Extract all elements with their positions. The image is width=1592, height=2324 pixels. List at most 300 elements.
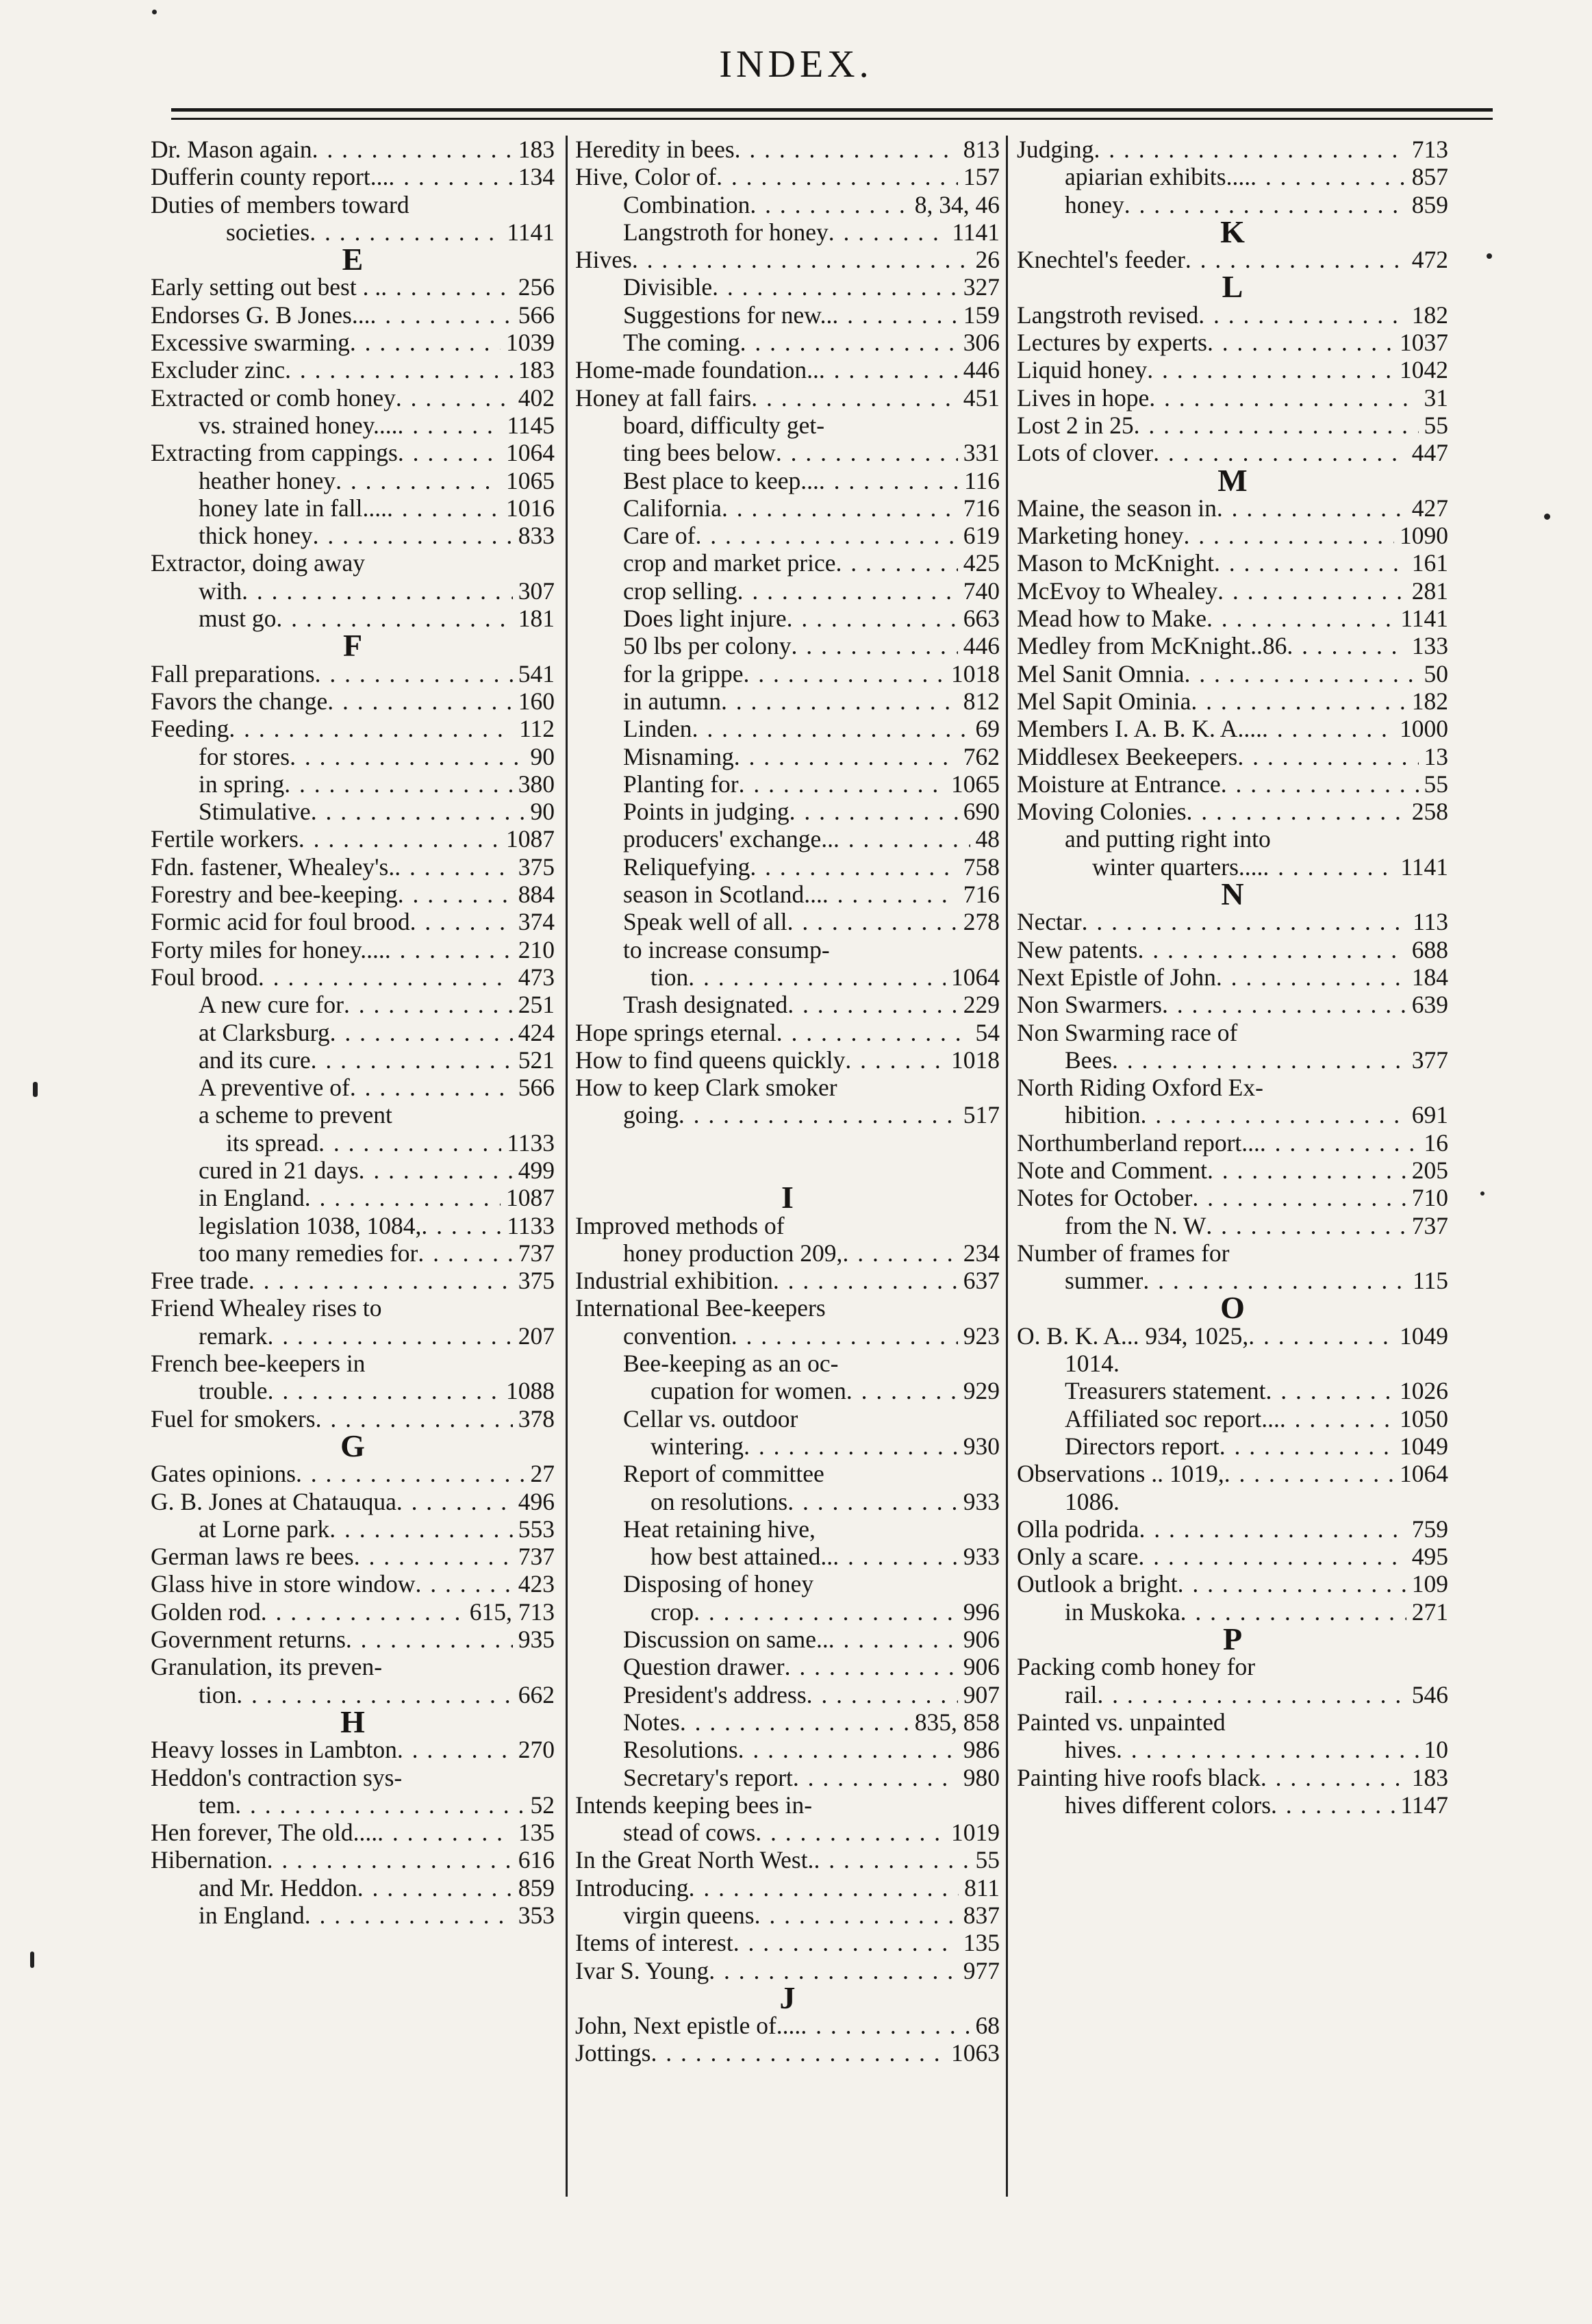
section-letter-heading: E — [342, 246, 364, 274]
entry-text: North Riding Oxford Ex- — [1017, 1074, 1263, 1102]
page-number: 813 — [963, 136, 1000, 163]
page-number: 1026 — [1400, 1377, 1448, 1405]
dot-leader — [276, 605, 512, 632]
entry-text: Heddon's contraction sys- — [151, 1763, 403, 1791]
index-entry — [1017, 1322, 1448, 1350]
entry-text: Does light injure — [623, 605, 787, 633]
entry-text: McEvoy to Whealey — [1017, 577, 1218, 605]
index-entry — [151, 1543, 555, 1570]
dot-leader — [242, 577, 513, 605]
entry-text: tion — [199, 1680, 237, 1708]
dot-leader — [1191, 687, 1406, 715]
index-entry — [575, 1874, 1000, 1902]
entry-text: Early setting out best . . — [151, 273, 381, 301]
dot-leader — [1097, 1681, 1406, 1708]
entry-text: Glass hive in store window — [151, 1570, 416, 1598]
entry-text: Fuel for smokers — [151, 1404, 316, 1432]
page-number: 1037 — [1400, 329, 1448, 357]
page-number: 1064 — [506, 439, 555, 467]
page-number: 1141 — [507, 218, 555, 246]
entry-text: legislation 1038, 1084, — [199, 1211, 422, 1239]
page-number: 50 — [1424, 659, 1448, 687]
entry-text: with — [199, 577, 242, 605]
entry-text: Speak well of all — [623, 908, 787, 936]
print-speck — [1480, 1191, 1484, 1196]
index-entry — [1017, 1681, 1448, 1708]
entry-text: Note and Comment — [1017, 1156, 1208, 1184]
page-number: 923 — [963, 1322, 1000, 1350]
index-entry — [1017, 1157, 1448, 1184]
dot-leader — [722, 494, 958, 522]
dot-leader — [1207, 329, 1394, 356]
index-entry — [1017, 356, 1448, 383]
page-number: 109 — [1411, 1570, 1448, 1598]
dot-leader — [327, 687, 512, 715]
entry-text: Non Swarmers — [1017, 991, 1162, 1019]
index-entry — [151, 687, 555, 715]
index-entry — [575, 301, 1000, 329]
entry-text: Moving Colonies — [1017, 798, 1187, 826]
entry-text: Judging — [1017, 136, 1094, 163]
dot-leader — [354, 1543, 513, 1570]
dot-leader — [835, 549, 957, 577]
entry-text: Improved methods of — [575, 1211, 785, 1239]
page-number: 181 — [518, 605, 555, 633]
page-number: 496 — [518, 1487, 555, 1515]
page-number: 833 — [518, 522, 555, 550]
page-number: 31 — [1424, 383, 1448, 412]
entry-text: Fertile workers — [151, 825, 299, 853]
section-letter-heading: F — [342, 632, 363, 660]
entry-text: virgin queens — [623, 1902, 755, 1929]
entry-text: Painting hive roofs black — [1017, 1763, 1261, 1791]
entry-text: Knechtel's feeder — [1017, 246, 1185, 274]
index-entry — [151, 494, 555, 522]
dot-leader — [1265, 1377, 1394, 1404]
dot-leader — [1139, 1515, 1406, 1543]
page-number: 553 — [518, 1515, 555, 1543]
entry-text: Government returns — [151, 1626, 346, 1654]
entry-text: board, difficulty get- — [623, 411, 825, 439]
page-number: 353 — [518, 1902, 555, 1929]
entry-text: Only a scare — [1017, 1543, 1139, 1571]
dot-leader — [787, 991, 957, 1018]
page-number: 906 — [963, 1653, 1000, 1681]
index-entry — [575, 1350, 1000, 1377]
entry-text: Treasurers statement — [1065, 1377, 1266, 1405]
index-entry — [1017, 1074, 1448, 1101]
index-entry — [151, 1212, 555, 1239]
dot-leader — [755, 1902, 958, 1929]
entry-text: Secretary's report — [623, 1763, 793, 1791]
index-entry — [575, 1626, 1000, 1653]
page-number: 737 — [518, 1543, 555, 1571]
dot-leader — [305, 1902, 513, 1929]
entry-text: Bee-keeping as an oc- — [623, 1350, 839, 1378]
dot-leader — [709, 1957, 957, 1984]
entry-text: Duties of members toward — [151, 190, 409, 218]
page-number: 933 — [963, 1543, 1000, 1571]
entry-text: Observations .. 1019, — [1017, 1460, 1224, 1488]
index-entry — [575, 632, 1000, 659]
dot-leader — [738, 1736, 958, 1763]
index-entry — [1017, 1708, 1448, 1736]
entry-text: Dr. Mason again — [151, 136, 312, 163]
index-entry — [1017, 1653, 1448, 1680]
page-number: 996 — [963, 1597, 1000, 1626]
page-number: 424 — [518, 1018, 555, 1046]
page-number: 1141 — [1400, 605, 1448, 633]
page-number: 1019 — [951, 1819, 1000, 1847]
dot-leader — [733, 1929, 958, 1956]
dot-leader — [284, 770, 513, 798]
entry-text: stead of cows — [623, 1819, 756, 1847]
index-entry — [1017, 494, 1448, 522]
entry-text: 1086. — [1065, 1487, 1120, 1515]
dot-leader — [846, 1377, 958, 1404]
index-entry — [151, 549, 555, 577]
index-entry — [575, 1681, 1000, 1708]
page-number: 906 — [963, 1626, 1000, 1654]
page-number: 859 — [1411, 190, 1448, 218]
page-number: 986 — [963, 1736, 1000, 1764]
entry-text: Northumberland report... — [1017, 1128, 1260, 1157]
index-entry — [151, 136, 555, 163]
index-entry — [151, 770, 555, 798]
page-number: 256 — [518, 273, 555, 301]
index-entry — [1017, 1764, 1448, 1791]
index-entry — [1017, 577, 1448, 605]
index-entry — [151, 577, 555, 605]
entry-text: French bee-keepers in — [151, 1350, 366, 1378]
page-number: 1133 — [507, 1128, 555, 1157]
dot-leader — [1248, 1322, 1394, 1350]
dot-leader — [350, 1074, 513, 1101]
index-entry — [575, 1019, 1000, 1046]
dot-leader — [316, 1405, 513, 1432]
entry-text: producers' exchange.. — [623, 825, 834, 853]
header-rule-thick — [171, 108, 1493, 112]
entry-text: to increase consump- — [623, 935, 830, 963]
entry-text: in autumn — [623, 687, 721, 715]
index-entry — [575, 1488, 1000, 1515]
dot-leader — [807, 1681, 958, 1708]
page-number: 837 — [963, 1902, 1000, 1929]
entry-text: Heavy losses in Lambton — [151, 1736, 397, 1764]
index-entry — [1017, 163, 1448, 190]
page-number: 427 — [1411, 494, 1448, 522]
entry-text: How to keep Clark smoker — [575, 1074, 837, 1102]
entry-text: trouble — [199, 1377, 268, 1405]
page-number: 1141 — [1400, 852, 1448, 881]
page-number: 662 — [518, 1680, 555, 1708]
entry-text: convention — [623, 1322, 731, 1350]
page-number: 499 — [518, 1156, 555, 1184]
print-speck — [152, 10, 157, 14]
dot-leader — [1260, 1129, 1419, 1157]
index-entry — [151, 1129, 555, 1157]
entry-text: thick honey — [199, 522, 313, 550]
index-column-3 — [1017, 136, 1448, 1819]
index-entry — [1017, 1019, 1448, 1046]
dot-leader — [1206, 1212, 1406, 1239]
dot-leader — [776, 1019, 970, 1046]
section-letter-heading: K — [1220, 218, 1245, 247]
page-number: 425 — [963, 549, 1000, 577]
page-number: 377 — [1411, 1046, 1448, 1074]
dot-leader — [235, 1791, 525, 1819]
dot-leader — [712, 273, 958, 301]
dot-leader — [410, 908, 513, 935]
dot-leader — [397, 1736, 513, 1763]
dot-leader — [290, 743, 525, 770]
dot-leader — [694, 1598, 958, 1626]
entry-text: Resolutions — [623, 1736, 738, 1764]
index-entry — [151, 1598, 555, 1626]
entry-text: Painted vs. unpainted — [1017, 1708, 1226, 1736]
page-number: 811 — [964, 1873, 1000, 1902]
page-number: 69 — [975, 715, 1000, 743]
page-number: 1018 — [951, 659, 1000, 687]
entry-text: cupation for women — [650, 1377, 846, 1405]
page-number: 26 — [975, 246, 1000, 274]
print-speck — [33, 1082, 38, 1097]
entry-text: Notes for October — [1017, 1184, 1193, 1212]
page-number: 759 — [1411, 1515, 1448, 1543]
dot-leader — [313, 522, 513, 549]
index-entry — [575, 743, 1000, 770]
page-number: 907 — [963, 1680, 1000, 1708]
index-entry — [1017, 908, 1448, 935]
page-number: 10 — [1424, 1736, 1448, 1764]
page-number: 374 — [518, 908, 555, 936]
index-entry — [575, 1074, 1000, 1101]
entry-text: and Mr. Heddon — [199, 1873, 357, 1902]
dot-leader — [739, 770, 946, 798]
entry-text: Reliquefying — [623, 852, 750, 881]
index-entry — [575, 439, 1000, 466]
dot-leader — [1180, 1598, 1406, 1626]
page-number: 27 — [530, 1460, 555, 1488]
page-number: 375 — [518, 852, 555, 881]
dot-leader — [1143, 1267, 1407, 1294]
page-number: 161 — [1411, 549, 1448, 577]
page-number: 762 — [963, 742, 1000, 770]
entry-text: Linden — [623, 715, 692, 743]
entry-text: Notes — [623, 1708, 680, 1736]
index-entry — [575, 1046, 1000, 1074]
entry-text: G. B. Jones at Chatauqua — [151, 1487, 396, 1515]
entry-text: Fall preparations — [151, 659, 315, 687]
page-number: 446 — [963, 632, 1000, 660]
entry-text: Langstroth for honey — [623, 218, 829, 246]
entry-text: Divisible — [623, 273, 713, 301]
entry-text: Hibernation — [151, 1846, 267, 1874]
index-entry — [151, 1515, 555, 1543]
entry-text: Moisture at Entrance — [1017, 770, 1221, 798]
index-entry — [1017, 301, 1448, 329]
index-entry — [151, 963, 555, 991]
page-number: 1018 — [951, 1046, 1000, 1074]
page-number: 935 — [518, 1626, 555, 1654]
entry-text: Number of frames for — [1017, 1239, 1230, 1267]
dot-leader — [1184, 522, 1394, 549]
entry-text: Packing comb honey for — [1017, 1653, 1256, 1681]
page-number: 473 — [518, 963, 555, 991]
dot-leader — [716, 163, 958, 190]
page-number: 113 — [1413, 908, 1448, 936]
index-entry — [575, 687, 1000, 715]
page-number: 402 — [518, 383, 555, 412]
dot-leader — [1262, 715, 1394, 742]
entry-text: a scheme to prevent — [199, 1101, 392, 1129]
dot-leader — [336, 467, 501, 494]
entry-text: Middlesex Beekeepers — [1017, 742, 1238, 770]
page-number: 737 — [1411, 1211, 1448, 1239]
index-entry — [1017, 825, 1448, 852]
dot-leader — [1082, 908, 1407, 935]
index-entry — [1017, 1432, 1448, 1460]
page-number: 210 — [518, 935, 555, 963]
entry-text: rail — [1065, 1680, 1098, 1708]
page-number: 521 — [518, 1046, 555, 1074]
page-number: 375 — [518, 1267, 555, 1295]
entry-text: Bees — [1065, 1046, 1113, 1074]
index-entry — [151, 412, 555, 439]
entry-text: Langstroth revised — [1017, 301, 1199, 329]
section-letter-heading: G — [340, 1432, 365, 1461]
dot-leader — [750, 853, 957, 881]
dot-leader — [819, 467, 959, 494]
page-number: 160 — [518, 687, 555, 715]
page-number: 1087 — [506, 1184, 555, 1212]
entry-text: winter quarters.... — [1092, 852, 1263, 881]
entry-text: Jottings — [575, 2039, 651, 2067]
entry-text: Lectures by experts — [1017, 329, 1207, 357]
page-number: 55 — [1424, 411, 1448, 439]
dot-leader — [396, 1488, 513, 1515]
dot-leader — [800, 2012, 970, 2039]
index-entry — [575, 1846, 1000, 1873]
index-entry — [575, 908, 1000, 935]
page-number: 327 — [963, 273, 1000, 301]
page-number: 1050 — [1400, 1404, 1448, 1432]
page-number: 933 — [963, 1487, 1000, 1515]
entry-text: Nectar — [1017, 908, 1082, 936]
entry-text: hives different colors — [1065, 1791, 1272, 1819]
index-entry — [575, 1570, 1000, 1597]
page-number: 447 — [1411, 439, 1448, 467]
dot-leader — [370, 301, 512, 329]
index-entry — [151, 853, 555, 881]
dot-leader — [740, 329, 958, 356]
page-number: 182 — [1411, 687, 1448, 715]
page-number: 663 — [963, 605, 1000, 633]
page-number: 1065 — [951, 770, 1000, 798]
entry-text: Care of — [623, 522, 696, 550]
page-number: 54 — [975, 1018, 1000, 1046]
section-letter-heading: P — [1222, 1626, 1243, 1654]
dot-leader — [785, 1653, 958, 1680]
index-entry — [1017, 853, 1448, 881]
index-entry — [151, 798, 555, 825]
index-entry — [151, 439, 555, 466]
index-entry — [575, 522, 1000, 549]
dot-leader — [731, 1322, 958, 1350]
dot-leader — [1220, 1432, 1394, 1460]
entry-text: Honey at fall fairs — [575, 383, 752, 412]
dot-leader — [819, 356, 958, 383]
page-number: 307 — [518, 577, 555, 605]
section-letter-heading: I — [781, 1184, 794, 1212]
index-entry — [1017, 1267, 1448, 1294]
index-entry — [575, 1929, 1000, 1956]
dot-leader — [1112, 1046, 1406, 1074]
index-entry — [575, 1819, 1000, 1846]
index-entry — [1017, 136, 1448, 163]
page-title: INDEX. — [719, 43, 873, 86]
page-number: 157 — [963, 163, 1000, 191]
page-number: 90 — [530, 742, 555, 770]
index-entry — [151, 936, 555, 963]
entry-text: Olla podrida — [1017, 1515, 1139, 1543]
dot-leader — [793, 1764, 958, 1791]
dot-leader — [1162, 991, 1406, 1018]
index-entry — [151, 1874, 555, 1902]
index-entry — [1017, 715, 1448, 742]
page-number: 546 — [1411, 1680, 1448, 1708]
index-entry — [1017, 1377, 1448, 1404]
dot-leader — [692, 715, 970, 742]
page-number: 929 — [963, 1377, 1000, 1405]
dot-leader — [1224, 1460, 1394, 1487]
index-entry — [575, 467, 1000, 494]
index-entry — [1017, 549, 1448, 577]
index-entry — [151, 356, 555, 383]
index-entry — [151, 1019, 555, 1046]
page-number: 812 — [963, 687, 1000, 715]
page-number: 1049 — [1400, 1432, 1448, 1460]
index-entry — [151, 1736, 555, 1763]
index-entry — [151, 1488, 555, 1515]
index-entry — [151, 1322, 555, 1350]
dot-leader — [329, 1515, 513, 1543]
entry-text: and putting right into — [1065, 825, 1271, 853]
index-entry — [575, 1902, 1000, 1929]
entry-text: summer — [1065, 1267, 1144, 1295]
entry-text: societies — [226, 218, 310, 246]
index-entry — [575, 963, 1000, 991]
entry-text: in England — [199, 1902, 305, 1929]
entry-text: Liquid honey — [1017, 356, 1148, 384]
dot-leader — [650, 2039, 946, 2067]
index-entry — [575, 991, 1000, 1018]
dot-leader — [1137, 936, 1406, 963]
page-number: 251 — [518, 991, 555, 1019]
entry-text: Ivar S. Young — [575, 1956, 709, 1984]
dot-leader — [311, 1046, 513, 1074]
index-entry — [575, 1543, 1000, 1570]
index-entry — [575, 660, 1000, 687]
entry-text: heather honey — [199, 466, 336, 494]
dot-leader — [311, 798, 525, 825]
page-number: 378 — [518, 1404, 555, 1432]
dot-leader — [1217, 494, 1406, 522]
page-number: 637 — [963, 1267, 1000, 1295]
entry-text: Report of committee — [623, 1460, 824, 1488]
dot-leader — [845, 1046, 946, 1074]
page-number: 1141 — [952, 218, 1000, 246]
